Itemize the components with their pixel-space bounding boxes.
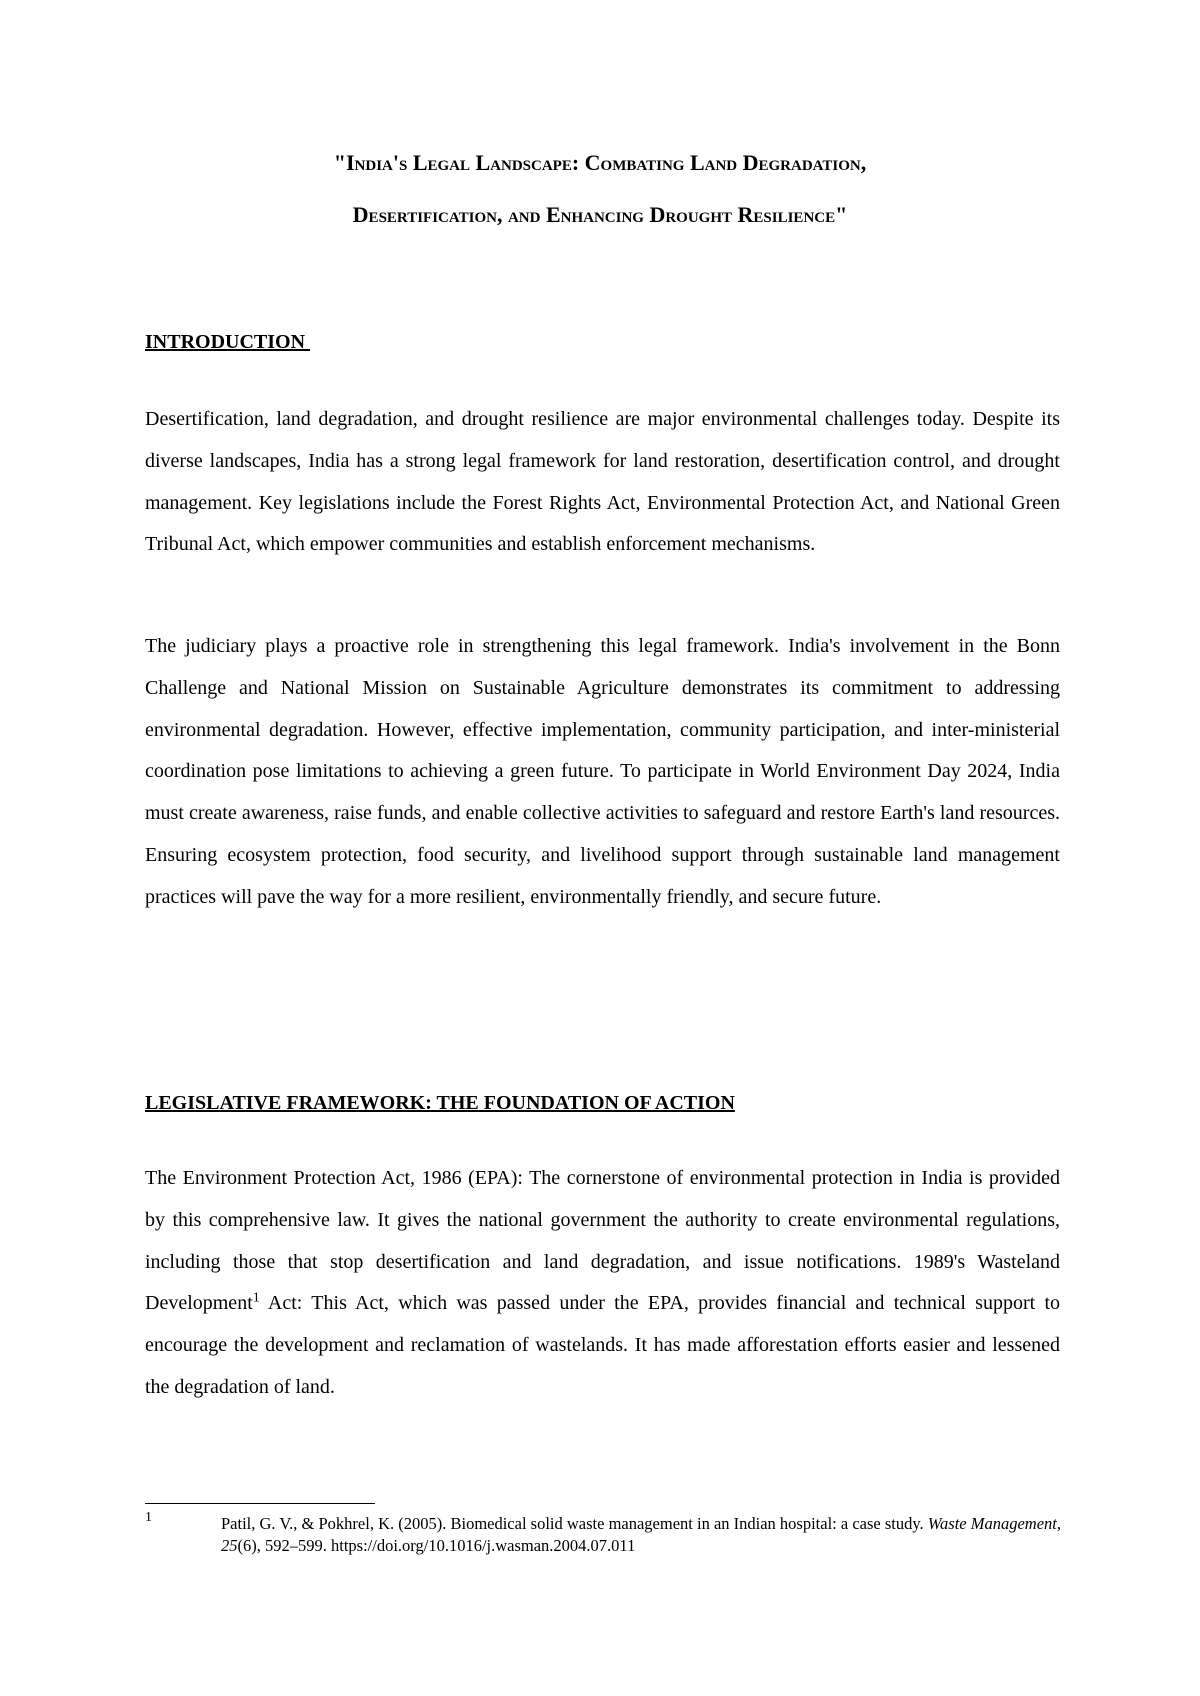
- footnote-volume: 25: [221, 1536, 238, 1555]
- document-title-line-2: Desertification, and Enhancing Drought Resilience": [352, 202, 848, 227]
- legislative-framework-heading: LEGISLATIVE FRAMEWORK: THE FOUNDATION OF ACTION: [145, 1092, 735, 1114]
- introduction-paragraph-1: Desertification, land degradation, and drought resilience are major environmental challenges today. Despite its diverse landscapes, India has a strong legal framework for land restoration, desertification control, and drought management. Key legislations include the Forest Rights Act, Environmental Protection Act, and National Green Tribunal Act, which empower communities and establish enforcement mechanisms.: [145, 408, 1060, 556]
- footnote-reference[interactable]: 1: [252, 1290, 260, 1306]
- introduction-heading: INTRODUCTION: [145, 331, 311, 353]
- introduction-paragraph-2: The judiciary plays a proactive role in strengthening this legal framework. India's involvement in the Bonn Challenge and National Mission on Sustainable Agriculture demonstrates its commitment to addressing environmental degradation. However, effective implementation, community participation, and inter-ministerial coordination pose limitations to achieving a green future. To participate in World Environment Day 2024, India must create awareness, raise funds, and enable collective activities to safeguard and restore Earth's land resources. Ensuring ecosystem protection, food security, and livelihood support through sustainable land management practices will pave the way for a more resilient, environmentally friendly, and secure future.: [145, 635, 1060, 908]
- document-title-line-1: "India's Legal Landscape: Combating Land Degradation,: [333, 150, 867, 175]
- footnote-citation-text: Patil, G. V., & Pokhrel, K. (2005). Biomedical solid waste management in an Indian hospital: a case study.: [221, 1514, 928, 1533]
- legislative-paragraph-text-2: Act: This Act, which was passed under the EPA, provides financial and technical support to encourage the development and reclamation of wastelands. It has made afforestation efforts easier and lessened the degradation of land.: [145, 1292, 1060, 1398]
- footnote-pages-doi[interactable]: (6), 592–599. https://doi.org/10.1016/j.wasman.2004.07.011: [237, 1536, 636, 1555]
- footnote-separator: [145, 1503, 375, 1504]
- footnote-number: 1: [145, 1510, 152, 1525]
- footnote-journal-name: Waste Management: [927, 1514, 1057, 1533]
- footnote-comma: ,: [1056, 1514, 1061, 1533]
- legislative-paragraph: [145, 1158, 1060, 1409]
- legislative-paragraph-text-1: The Environment Protection Act, 1986 (EPA): The cornerstone of environmental protection in India is provided by this comprehensive law. It gives the national government the authority to create environmental regulations, including those that stop desertification and land degradation, and issue notifications. 1989's Wasteland Development: [145, 1167, 1060, 1315]
- footnote-text: [221, 1513, 1061, 1557]
